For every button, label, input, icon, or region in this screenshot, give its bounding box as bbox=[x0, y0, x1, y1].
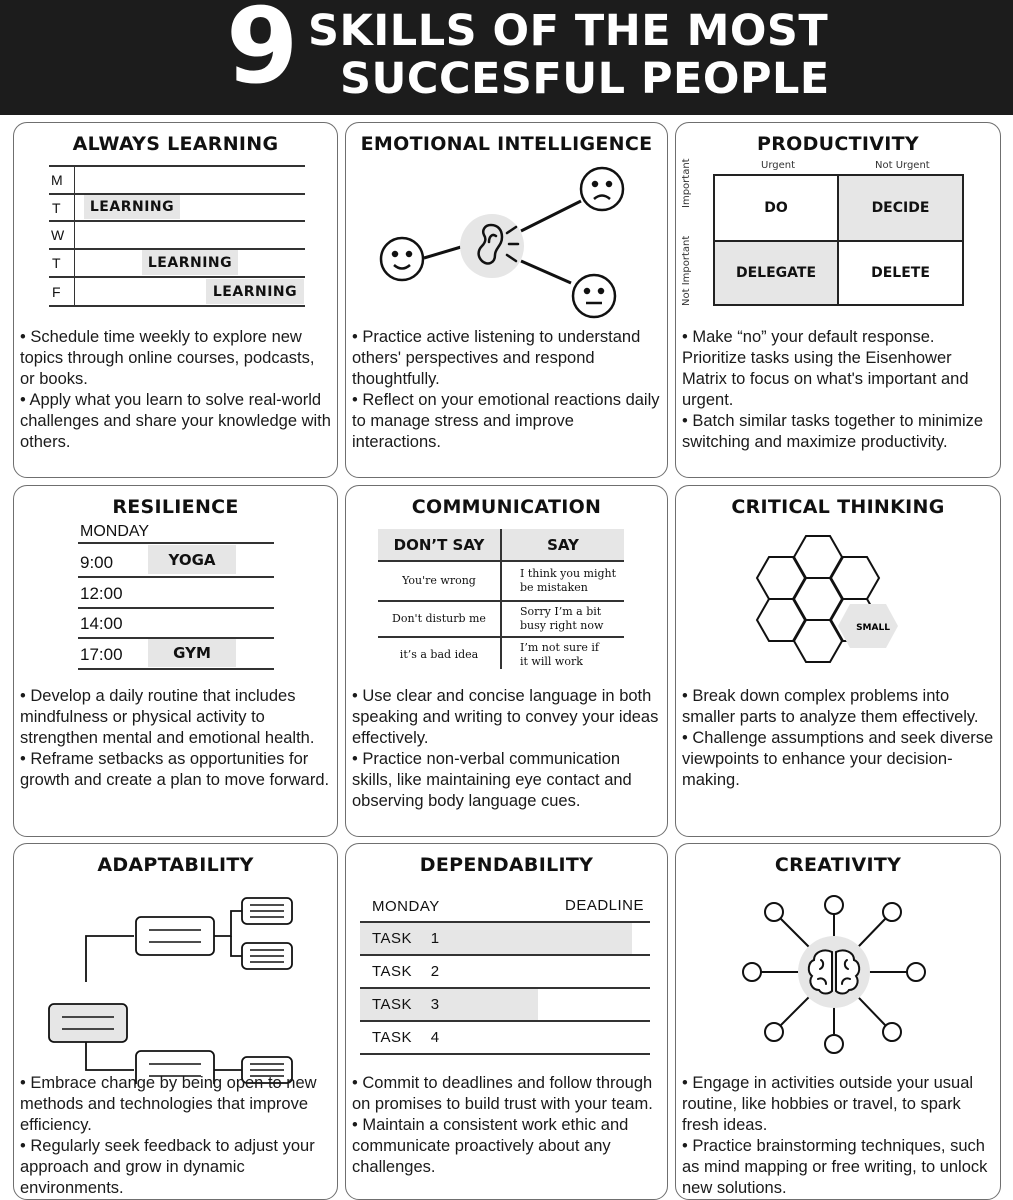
bullet-list bbox=[352, 1073, 663, 1178]
col-label-urgent: Urgent bbox=[761, 160, 796, 171]
header-title-line1: SKILLS OF THE MOST bbox=[308, 6, 829, 56]
task-list-day: MONDAY bbox=[372, 898, 440, 915]
table-head-say: SAY bbox=[502, 529, 624, 560]
schedule-time: 14:00 bbox=[80, 614, 123, 633]
card-emotional-intelligence bbox=[345, 122, 668, 478]
planner-day: W bbox=[51, 227, 65, 243]
table-cell: it’s a bad idea bbox=[399, 648, 479, 661]
task-list-deadline: DEADLINE bbox=[565, 897, 645, 914]
hexagon-diagram bbox=[676, 526, 1001, 686]
bullet-item: • Reflect on your emotional reactions daily to manage stress and improve interactions. bbox=[352, 391, 660, 451]
card-communication bbox=[345, 485, 668, 837]
table-head-dont: DON’T SAY bbox=[378, 529, 500, 560]
bullet-item: • Break down complex problems into smaller parts to analyze them effectively. bbox=[682, 687, 979, 726]
bullet-item: • Embrace change by being open to new methods and technologies that improve efficiency. bbox=[20, 1074, 317, 1134]
bullet-item: • Maintain a consistent work ethic and communicate proactively about any challenges. bbox=[352, 1116, 629, 1176]
neutral-face-icon bbox=[573, 275, 615, 317]
task-item: TASK 1 bbox=[372, 930, 440, 947]
bullet-item: • Batch similar tasks together to minimize switching and maximize productivity. bbox=[682, 412, 984, 451]
card-title: ADAPTABILITY bbox=[97, 854, 254, 876]
schedule-time: 12:00 bbox=[80, 584, 123, 603]
task-item: TASK 4 bbox=[372, 1029, 440, 1046]
bullet-list bbox=[20, 1073, 333, 1199]
bullet-list bbox=[682, 686, 996, 791]
header-banner bbox=[0, 0, 1013, 115]
emotion-diagram bbox=[346, 153, 668, 343]
matrix-do: DO bbox=[764, 200, 788, 216]
col-label-not-urgent: Not Urgent bbox=[875, 160, 930, 171]
planner-day: T bbox=[52, 200, 61, 216]
table-cell: You're wrong bbox=[402, 574, 476, 587]
brainstorm-diagram bbox=[676, 884, 1001, 1084]
card-adaptability bbox=[13, 843, 338, 1200]
header-title-line2: SUCCESFUL PEOPLE bbox=[340, 54, 830, 104]
bullet-item: • Practice non-verbal communication skills, like maintaining eye contact and observing body language cues. bbox=[352, 750, 632, 810]
bullet-item: • Commit to deadlines and follow through on promises to build trust with your team. bbox=[352, 1074, 653, 1113]
row-label-important: Important bbox=[681, 158, 692, 208]
card-title: RESILIENCE bbox=[112, 496, 239, 518]
learning-block: LEARNING bbox=[142, 250, 238, 275]
bullet-item: • Schedule time weekly to explore new topics through online courses, podcasts, or books. bbox=[20, 328, 315, 388]
card-resilience bbox=[13, 485, 338, 837]
header-number: 9 bbox=[226, 0, 299, 107]
bullet-list bbox=[682, 1073, 996, 1199]
happy-face-icon bbox=[381, 238, 423, 280]
planner-day: T bbox=[52, 255, 61, 271]
bullet-list bbox=[20, 327, 333, 453]
card-title: DEPENDABILITY bbox=[419, 854, 594, 876]
gym-block: GYM bbox=[148, 639, 236, 667]
bullet-item: • Reframe setbacks as opportunities for growth and create a plan to move forward. bbox=[20, 750, 330, 789]
bullet-item: • Develop a daily routine that includes mindfulness or physical activity to strengthen mental and emotional health. bbox=[20, 687, 315, 747]
bullet-list bbox=[682, 327, 996, 453]
task-item: TASK 2 bbox=[372, 963, 440, 980]
card-title: CREATIVITY bbox=[774, 854, 902, 876]
card-title: COMMUNICATION bbox=[411, 496, 602, 518]
matrix-decide: DECIDE bbox=[839, 176, 962, 240]
card-title: EMOTIONAL INTELLIGENCE bbox=[360, 133, 653, 155]
bullet-item: • Regularly seek feedback to adjust your approach and grow in dynamic environments. bbox=[20, 1137, 315, 1197]
schedule-time: 17:00 bbox=[80, 645, 123, 664]
bullet-item: • Engage in activities outside your usual routine, like hobbies or travel, to spark fresh ideas. bbox=[682, 1074, 974, 1134]
card-title: ALWAYS LEARNING bbox=[72, 133, 279, 155]
small-label: SMALL bbox=[856, 623, 890, 633]
row-label-not-important: Not Important bbox=[681, 235, 692, 306]
mind-map-diagram bbox=[14, 884, 338, 1084]
card-critical-thinking bbox=[675, 485, 1001, 837]
card-productivity bbox=[675, 122, 1001, 478]
bullet-item: • Practice active listening to understand others' perspectives and respond thoughtfully. bbox=[352, 328, 641, 388]
sad-face-icon bbox=[581, 168, 623, 210]
bullet-item: • Challenge assumptions and seek diverse viewpoints to enhance your decision-making. bbox=[682, 729, 994, 789]
card-always-learning bbox=[13, 122, 338, 478]
schedule-day: MONDAY bbox=[80, 523, 150, 540]
planner-day: F bbox=[52, 284, 61, 300]
card-creativity bbox=[675, 843, 1001, 1200]
matrix-delegate: DELEGATE bbox=[715, 242, 837, 304]
planner-day: M bbox=[51, 172, 63, 188]
learning-block: LEARNING bbox=[206, 279, 304, 304]
bullet-item: • Make “no” your default response. Prioritize tasks using the Eisenhower Matrix to focus on what's important and urgent. bbox=[682, 328, 969, 409]
learning-block: LEARNING bbox=[84, 195, 180, 219]
card-dependability bbox=[345, 843, 668, 1200]
bullet-list bbox=[352, 686, 663, 812]
table-cell: I think you might be mistaken bbox=[520, 567, 617, 594]
yoga-block: YOGA bbox=[148, 545, 236, 574]
table-cell: Sorry I’m a bit busy right now bbox=[520, 605, 604, 632]
bullet-list bbox=[20, 686, 333, 791]
bullet-item: • Practice brainstorming techniques, such as mind mapping or free writing, to unlock new solutions. bbox=[682, 1137, 988, 1197]
bullet-item: • Use clear and concise language in both speaking and writing to convey your ideas effectively. bbox=[352, 687, 659, 747]
schedule-time: 9:00 bbox=[80, 553, 114, 572]
card-title: PRODUCTIVITY bbox=[757, 133, 919, 155]
table-cell: I’m not sure if it will work bbox=[520, 641, 599, 668]
bullet-item: • Apply what you learn to solve real-world challenges and share your knowledge with others. bbox=[20, 391, 331, 451]
task-item: TASK 3 bbox=[372, 996, 440, 1013]
bullet-list bbox=[352, 327, 663, 453]
card-title: CRITICAL THINKING bbox=[731, 496, 945, 518]
table-cell: Don't disturb me bbox=[392, 612, 486, 625]
matrix-delete: DELETE bbox=[871, 265, 930, 281]
